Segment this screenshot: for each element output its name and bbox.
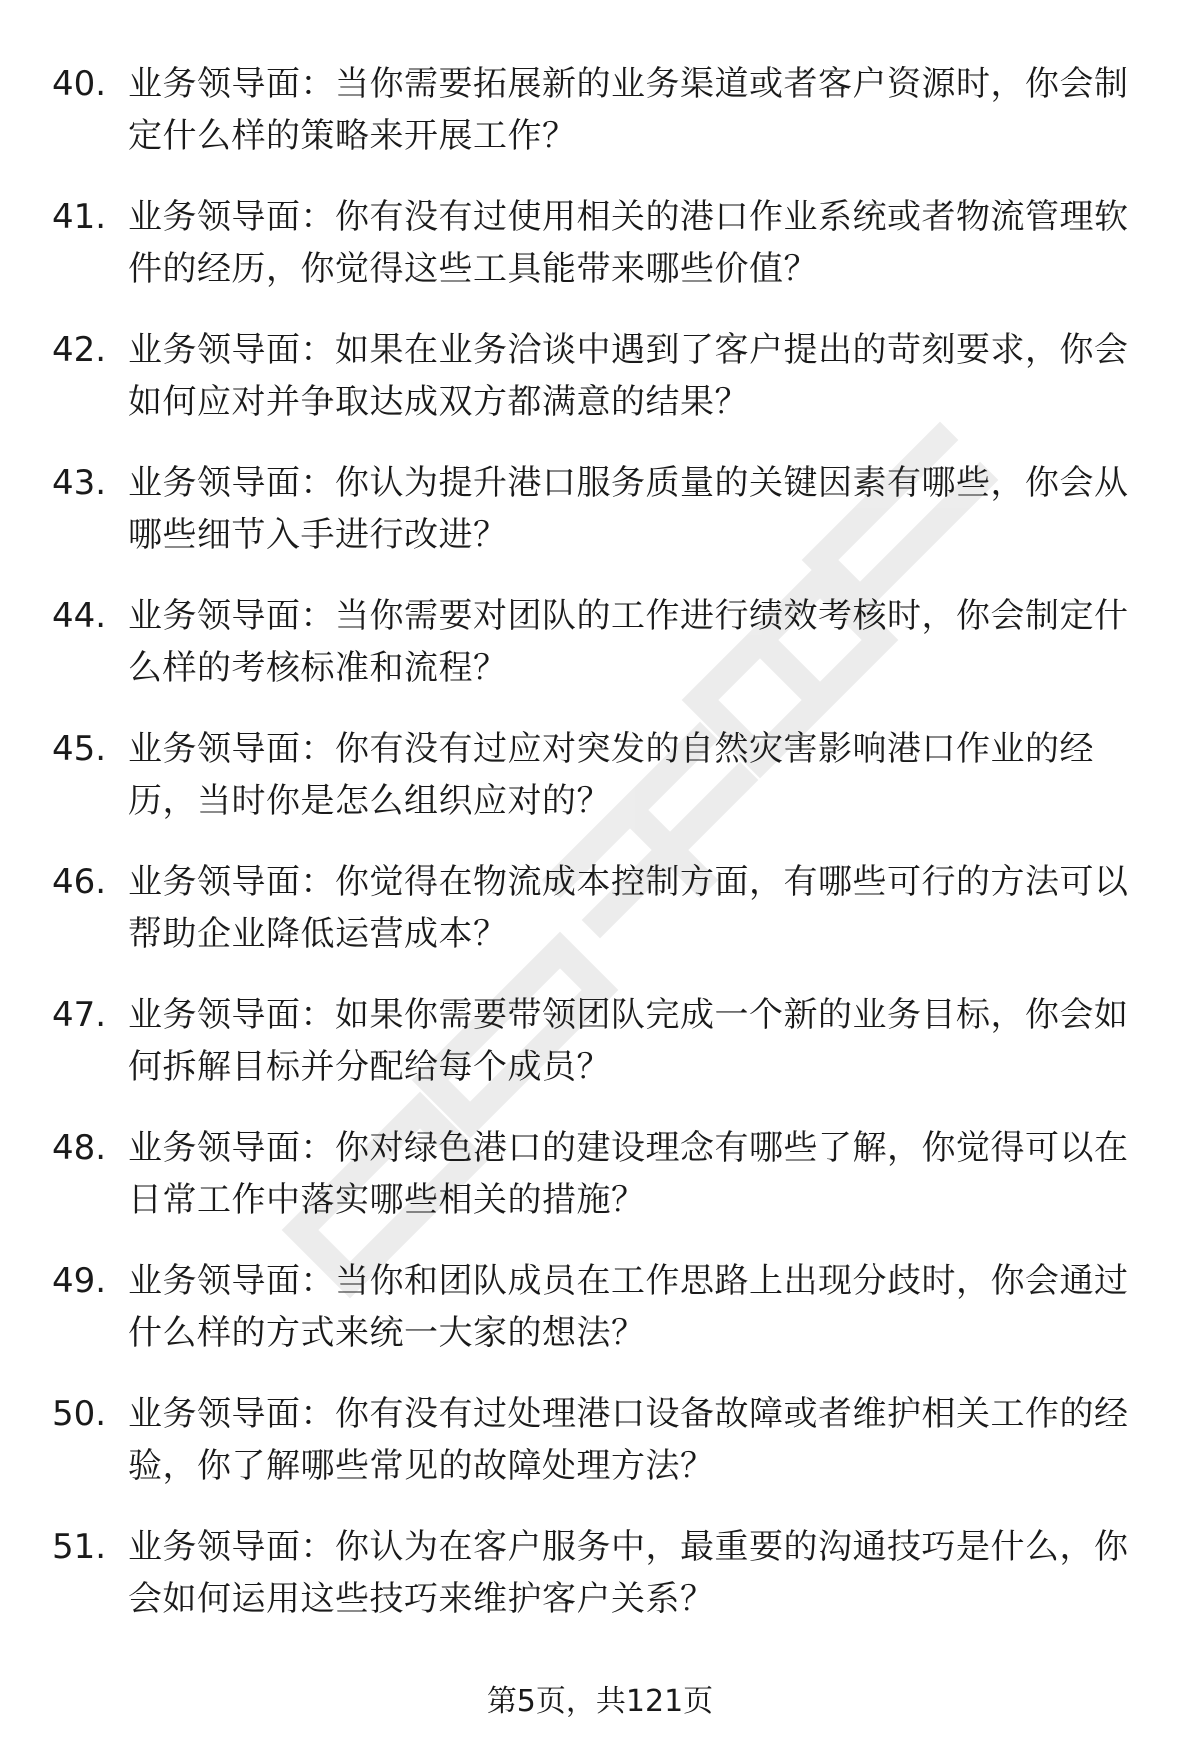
question-text: 业务领导面：当你需要拓展新的业务渠道或者客户资源时，你会制定什么样的策略来开展工作？ <box>128 64 1129 156</box>
question-item <box>0 1122 1200 1255</box>
question-number: 45. <box>52 729 107 769</box>
page-indicator: 第5页，共121页 <box>486 1684 714 1719</box>
question-item <box>0 324 1200 457</box>
question-text: 业务领导面：你认为在客户服务中，最重要的沟通技巧是什么，你会如何运用这些技巧来维护客户关系？ <box>128 1527 1129 1619</box>
question-item <box>0 723 1200 856</box>
question-text: 业务领导面：你认为提升港口服务质量的关键因素有哪些，你会从哪些细节入手进行改进？ <box>128 463 1129 555</box>
question-text: 业务领导面：你觉得在物流成本控制方面，有哪些可行的方法可以帮助企业降低运营成本？ <box>128 862 1129 954</box>
question-item <box>0 1255 1200 1388</box>
question-number: 44. <box>52 596 107 636</box>
question-number: 47. <box>52 995 107 1035</box>
question-number: 43. <box>52 463 107 503</box>
question-number: 51. <box>52 1527 107 1567</box>
question-number: 40. <box>52 64 107 104</box>
question-text: 业务领导面：你有没有过处理港口设备故障或者维护相关工作的经验，你了解哪些常见的故障处理方法？ <box>128 1394 1129 1486</box>
question-item <box>0 191 1200 324</box>
question-item <box>0 1388 1200 1521</box>
question-number: 46. <box>52 862 107 902</box>
question-text: 业务领导面：当你需要对团队的工作进行绩效考核时，你会制定什么样的考核标准和流程？ <box>128 596 1129 688</box>
question-text: 业务领导面：你对绿色港口的建设理念有哪些了解，你觉得可以在日常工作中落实哪些相关的措施？ <box>128 1128 1129 1220</box>
question-number: 49. <box>52 1261 107 1301</box>
question-item <box>0 1521 1200 1654</box>
question-item <box>0 457 1200 590</box>
question-item <box>0 989 1200 1122</box>
question-text: 业务领导面：你有没有过使用相关的港口作业系统或者物流管理软件的经历，你觉得这些工具能带来哪些价值？ <box>128 197 1129 289</box>
question-number: 41. <box>52 197 107 237</box>
question-text: 业务领导面：当你和团队成员在工作思路上出现分歧时，你会通过什么样的方式来统一大家的想法？ <box>128 1261 1129 1353</box>
question-number: 48. <box>52 1128 107 1168</box>
question-item <box>0 58 1200 191</box>
question-item <box>0 590 1200 723</box>
question-item <box>0 856 1200 989</box>
question-number: 50. <box>52 1394 107 1434</box>
question-text: 业务领导面：你有没有过应对突发的自然灾害影响港口作业的经历，当时你是怎么组织应对的？ <box>128 729 1094 821</box>
question-list <box>0 58 1200 1654</box>
question-number: 42. <box>52 330 107 370</box>
question-text: 业务领导面：如果在业务洽谈中遇到了客户提出的苛刻要求，你会如何应对并争取达成双方都满意的结果？ <box>128 330 1129 422</box>
question-text: 业务领导面：如果你需要带领团队完成一个新的业务目标，你会如何拆解目标并分配给每个成员？ <box>128 995 1129 1087</box>
